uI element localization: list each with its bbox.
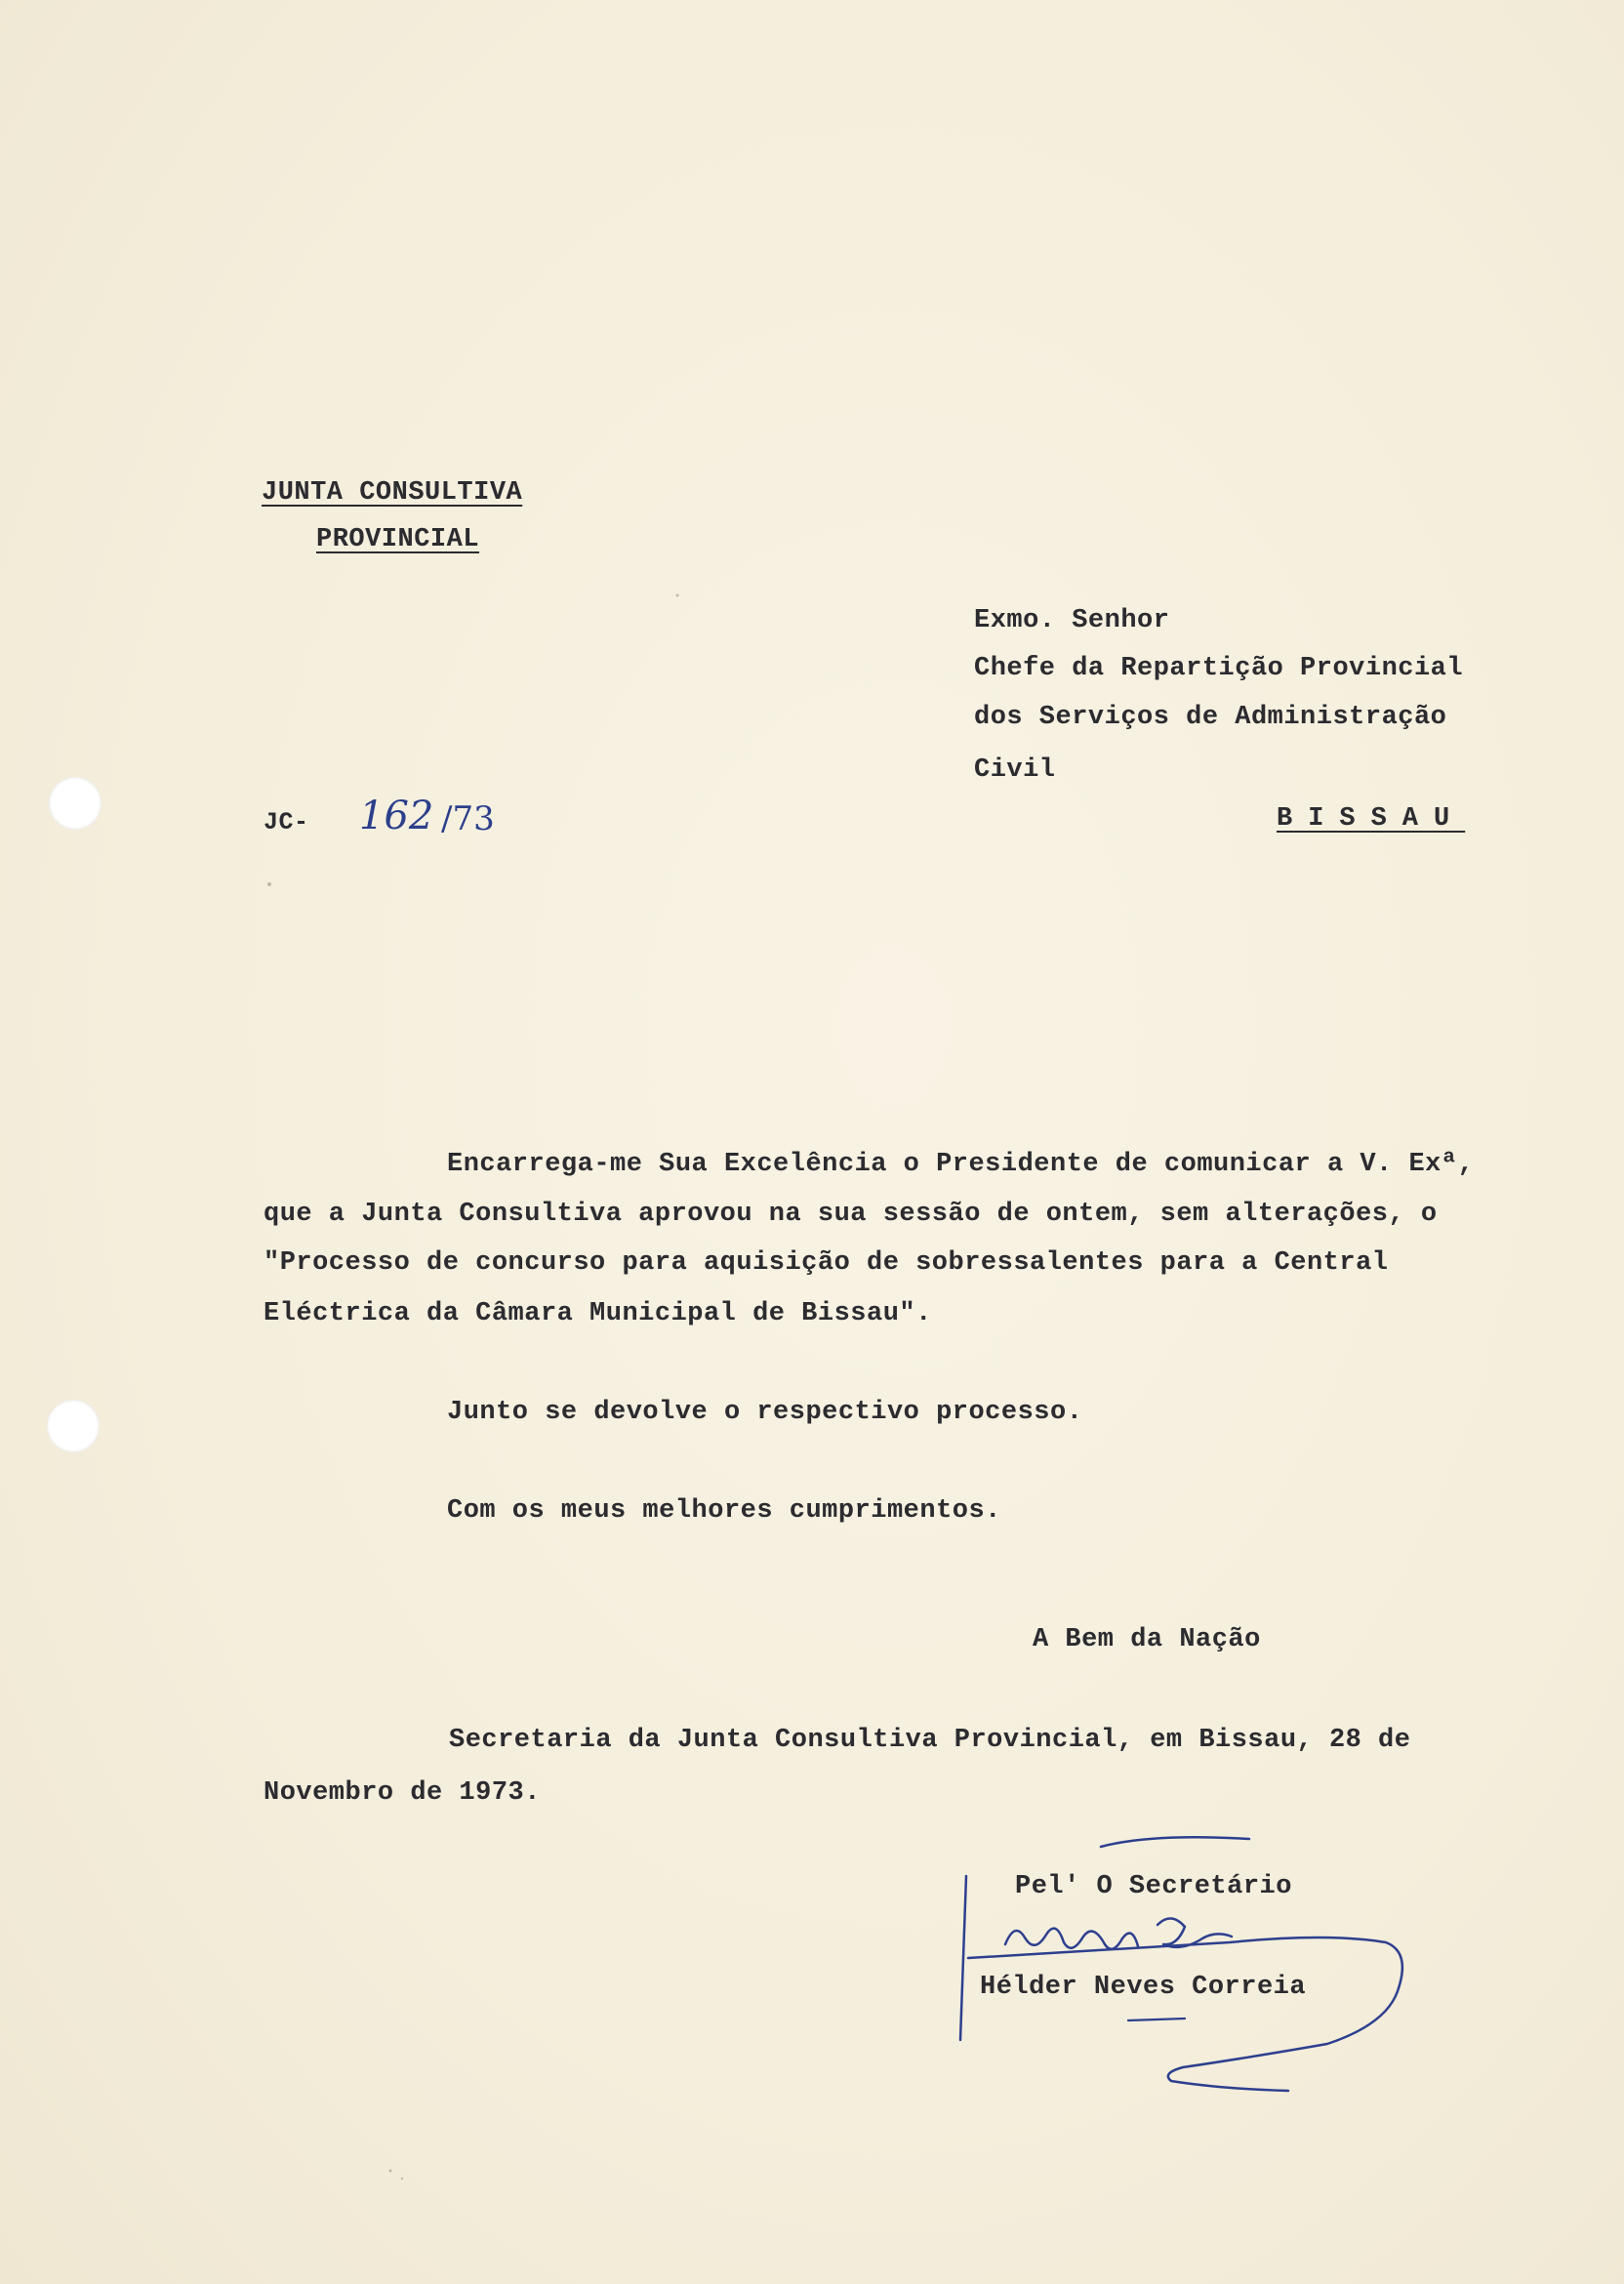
closing-motto: A Bem da Nação: [1033, 1625, 1261, 1654]
addressee-city: BISSAU: [1277, 804, 1466, 834]
signatory-name: Hélder Neves Correia: [980, 1973, 1307, 2002]
body-paragraph1-line4: Eléctrica da Câmara Municipal de Bissau".: [264, 1299, 932, 1328]
body-paragraph1-line3: "Processo de concurso para aquisição de sobressalentes para a Central: [264, 1248, 1389, 1278]
body-paragraph2: Junto se devolve o respectivo processo.: [447, 1398, 1083, 1427]
reference-number: 162: [359, 794, 434, 838]
addressee-department-cont: Civil: [974, 755, 1056, 785]
place-date-line2: Novembro de 1973.: [264, 1778, 541, 1808]
org-name-line2: PROVINCIAL: [316, 525, 480, 554]
reference-year: /73: [441, 799, 495, 838]
body-paragraph1-line1: Encarrega-me Sua Excelência o Presidente de comunicar a V. Exª,: [447, 1150, 1475, 1179]
body-paragraph3: Com os meus melhores cumprimentos.: [447, 1496, 1001, 1526]
punch-hole-bottom: [47, 1400, 100, 1452]
punch-hole-top: [49, 777, 102, 830]
org-name-line1: JUNTA CONSULTIVA: [262, 478, 523, 508]
reference-prefix: JC-: [264, 808, 309, 836]
signature-on-behalf: Pel' O Secretário: [1015, 1872, 1292, 1901]
addressee-department: dos Serviços de Administração: [974, 703, 1447, 732]
place-date-line1: Secretaria da Junta Consultiva Provincial, em Bissau, 28 de: [449, 1726, 1411, 1755]
addressee-title: Chefe da Repartição Provincial: [974, 654, 1464, 683]
addressee-salutation: Exmo. Senhor: [974, 606, 1170, 635]
body-paragraph1-line2: que a Junta Consultiva aprovou na sua sessão de ontem, sem alterações, o: [264, 1200, 1438, 1229]
